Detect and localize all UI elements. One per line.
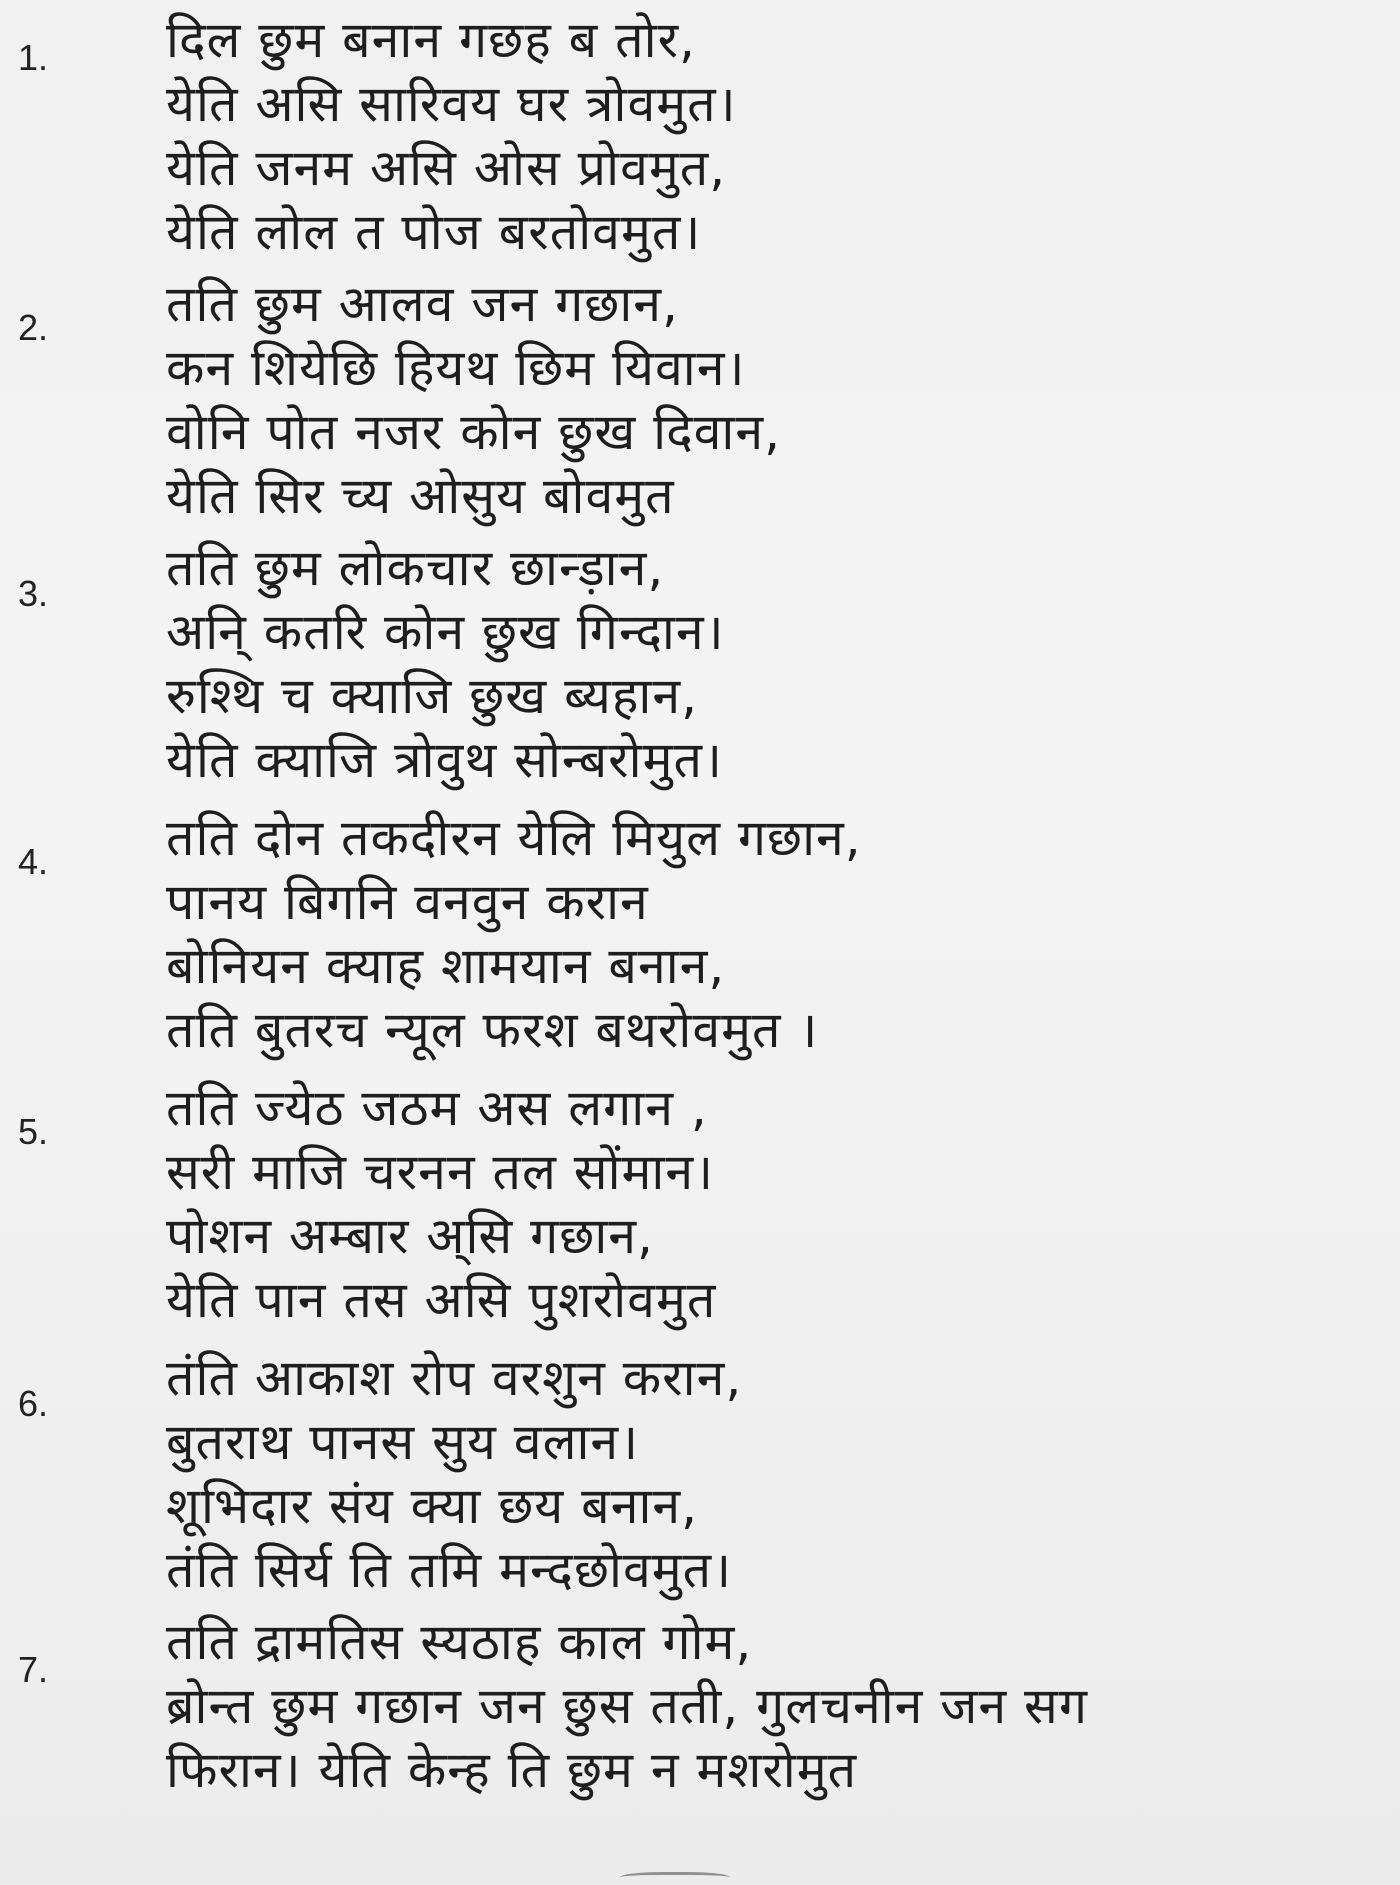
verse-line: तति द्रामतिस स्यठाह काल गोम, xyxy=(166,1613,753,1671)
stanza-number: 4. xyxy=(18,841,49,882)
verse-line: येति लोल त पोज बरतोवमुत। xyxy=(166,203,702,261)
stanza-number: 6. xyxy=(18,1383,49,1424)
verse-line: बोनियन क्याह शामयान बनान, xyxy=(166,937,726,995)
verse-line: पानय बिगनि वनवुन करान xyxy=(166,873,649,931)
verse-line: तति छुम आलव जन गछान, xyxy=(166,275,679,333)
verse-line: फिरान। येति केन्ह ति छुम न मशरोमुत xyxy=(166,1741,858,1799)
verse-line: ब्रोन्त छुम गछान जन छुस तती, गुलचनीन जन सग xyxy=(166,1677,1088,1735)
page-edge-mark xyxy=(620,1872,730,1885)
verse-line: तति छुम लोकचार छान्ड़ान, xyxy=(166,539,665,597)
verse-line: पोशन अम्बार अ्सि गछान, xyxy=(166,1207,654,1265)
verse-line: तति बुतरच न्यूल फरश बथरोवमुत । xyxy=(166,1001,819,1059)
verse-line: वोनि पोत नजर कोन छुख दिवान, xyxy=(166,403,782,461)
verse-line: येति सिर च्य ओसुय बोवमुत xyxy=(166,467,675,525)
verse-line: बुतराथ पानस सुय वलान। xyxy=(166,1413,640,1471)
verse-line: येति जनम असि ओस प्रोवमुत, xyxy=(166,139,727,197)
verse-line: अनि् कतरि कोन छुख गिन्दान। xyxy=(166,603,725,661)
stanza-number: 7. xyxy=(18,1649,49,1690)
verse-line: कन शियेछि हियथ छिम यिवान। xyxy=(166,339,746,397)
stanza-number: 3. xyxy=(18,573,49,614)
stanza-number: 5. xyxy=(18,1111,49,1152)
verse-line: दिल छुम बनान गछह ब तोर, xyxy=(166,11,696,69)
verse-line: सरी माजि चरनन तल सोंमान। xyxy=(166,1143,715,1201)
verse-line: रुश्थि च क्याजि छुख ब्यहान, xyxy=(166,667,698,725)
verse-line: तंति आकाश रोप वरशुन करान, xyxy=(166,1349,743,1407)
stanza-number: 2. xyxy=(18,307,49,348)
verse-line: येति पान तस असि पुशरोवमुत xyxy=(166,1271,717,1329)
verse-line: तंति सिर्य ति तमि मन्दछोवमुत। xyxy=(166,1541,733,1599)
verse-line: तति ज्येठ जठम अस लगान , xyxy=(166,1079,708,1137)
stanza-number: 1. xyxy=(18,37,49,78)
verse-line: शूभिदार संय क्या छय बनान, xyxy=(166,1477,699,1535)
verse-line: येति क्याजि त्रोवुथ सोन्बरोमुत। xyxy=(166,731,723,789)
verse-line: तति दोन तकदीरन येलि मियुल गछान, xyxy=(166,809,862,867)
verse-line: येति असि सारिवय घर त्रोवमुत। xyxy=(166,75,737,133)
